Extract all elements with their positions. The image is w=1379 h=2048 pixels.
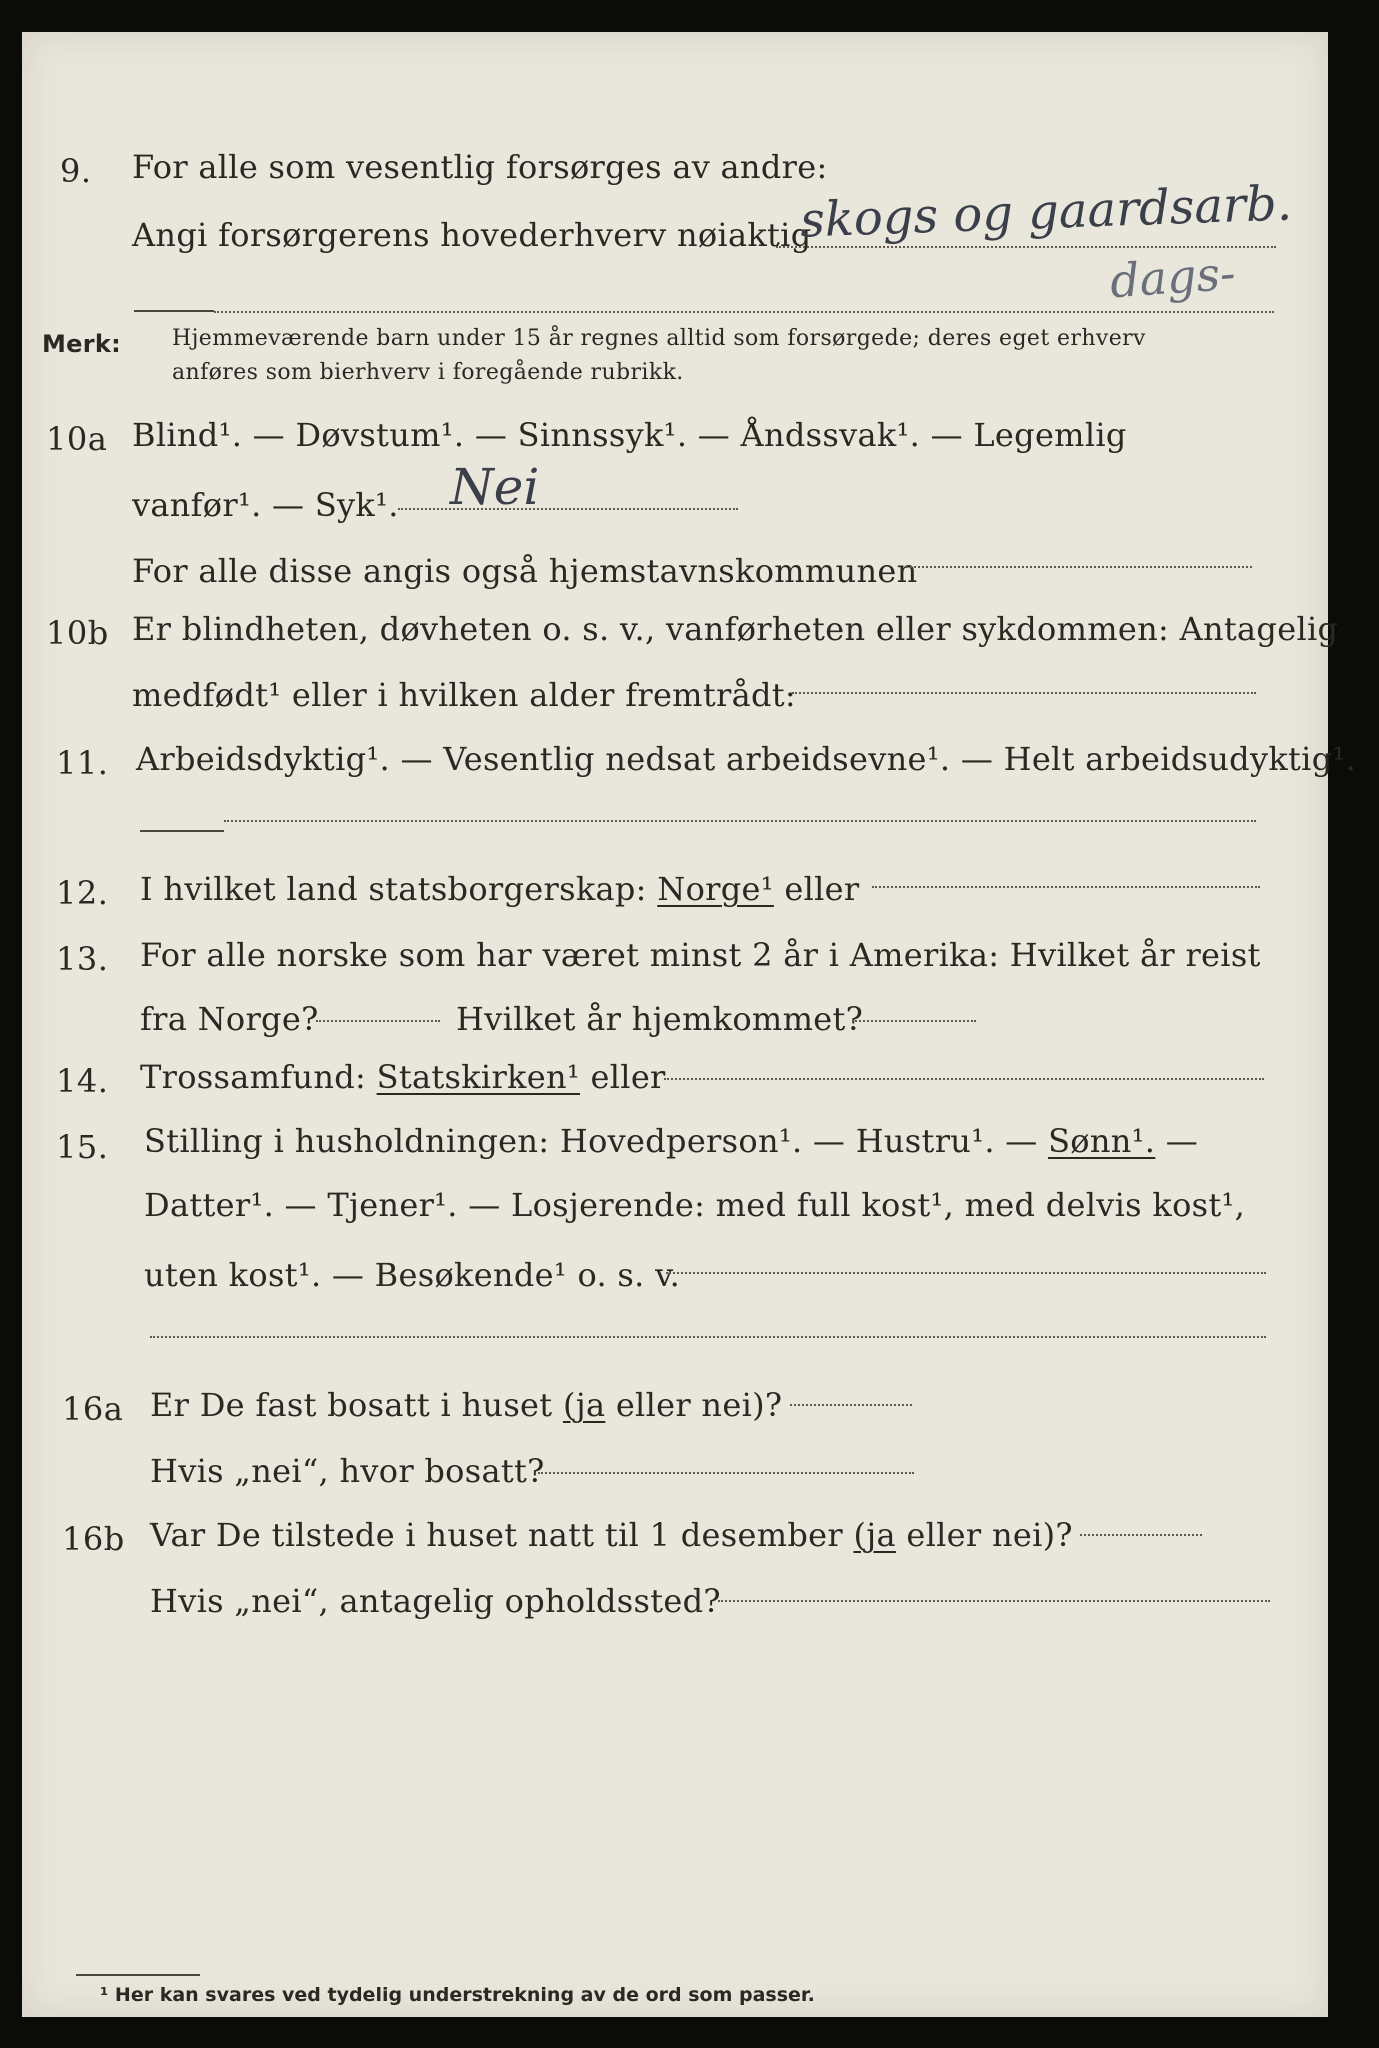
q15-line2: Datter¹. — Tjener¹. — Losjerende: med full kost¹, med delvis kost¹,: [144, 1186, 1246, 1224]
q16a-line1: [150, 1386, 782, 1424]
q9-handwritten-answer: skogs og gaardsarb.: [799, 175, 1293, 249]
q16b-number: 16b: [62, 1520, 125, 1558]
q11-rule-start: [140, 830, 224, 832]
q14-line: [140, 1058, 666, 1096]
q16a-ja-underlined: (ja: [562, 1386, 606, 1424]
q16a-answer-line: [790, 1404, 912, 1406]
q15-number: 15.: [56, 1128, 109, 1166]
q9-handwritten-answer-2: dags-: [1108, 245, 1238, 309]
q16b-answer-line: [1080, 1534, 1202, 1536]
q16b-line1: [150, 1516, 1073, 1554]
q10b-answer-line: [792, 692, 1256, 694]
q13-line1: For alle norske som har været minst 2 år i Amerika: Hvilket år reist: [140, 936, 1261, 974]
q16b-line2: Hvis „nei“, antagelig opholdssted?: [150, 1582, 721, 1620]
q10b-line1: Er blindheten, døvheten o. s. v., vanførheten eller sykdommen: Antagelig: [132, 610, 1339, 648]
q16b-line1-suffix: eller nei)?: [906, 1516, 1073, 1554]
q16a-line1-prefix: Er De fast bosatt i huset: [150, 1386, 553, 1424]
q12-answer-line: [872, 886, 1260, 888]
q15-line3: uten kost¹. — Besøkende¹ o. s. v.: [144, 1256, 681, 1294]
q9-rule-start: [134, 310, 214, 312]
q14-answer-line: [664, 1078, 1264, 1080]
q9-number: 9.: [60, 152, 92, 190]
q11-continuation-line: [224, 820, 1256, 822]
q10a-hjemstavn-line: [906, 566, 1252, 568]
q13-part-a: fra Norge?: [140, 1000, 319, 1038]
q15-answer-line: [666, 1272, 1266, 1274]
q10a-line1: Blind¹. — Døvstum¹. — Sinnssyk¹. — Åndssvak¹. — Legemlig: [132, 416, 1127, 454]
q15-sonn-underlined: Sønn¹.: [1048, 1122, 1156, 1160]
q9-line1: For alle som vesentlig forsørges av andre:: [132, 148, 828, 186]
q10a-line2: vanfør¹. — Syk¹.: [132, 486, 399, 524]
q12-line: [140, 870, 860, 908]
q10b-number: 10b: [46, 614, 109, 652]
footnote: ¹ Her kan svares ved tydelig understrekning av de ord som passer.: [100, 1984, 815, 2006]
q14-prefix: Trossamfund:: [140, 1058, 367, 1096]
merk-line2: anføres som bierhverv i foregående rubrikk.: [172, 360, 684, 385]
q13-hjemkommet-line: [852, 1020, 976, 1022]
q11-line1: Arbeidsdyktig¹. — Vesentlig nedsat arbeidsevne¹. — Helt arbeidsudyktig¹.: [136, 740, 1357, 778]
q12-prefix: I hvilket land statsborgerskap:: [140, 870, 647, 908]
q10a-handwritten-answer: Nei: [450, 458, 540, 516]
footnote-rule: [76, 1974, 200, 1976]
q15-line1-prefix: Stilling i husholdningen: Hovedperson¹. — Hustru¹. —: [144, 1122, 1038, 1160]
q11-number: 11.: [56, 744, 109, 782]
q14-statskirken-underlined: Statskirken¹: [376, 1058, 581, 1096]
q14-suffix: eller: [590, 1058, 666, 1096]
q13-reist-line: [316, 1020, 440, 1022]
q16a-line2: Hvis „nei“, hvor bosatt?: [150, 1452, 545, 1490]
q9-continuation-line: [214, 311, 1274, 313]
q12-number: 12.: [56, 874, 109, 912]
q13-part-b: Hvilket år hjemkommet?: [456, 1000, 864, 1038]
q10a-number: 10a: [46, 420, 108, 458]
q15-continuation-line: [150, 1336, 1266, 1338]
q10a-line3: For alle disse angis også hjemstavnskommunen: [132, 552, 918, 590]
q15-line1-suffix: —: [1165, 1122, 1199, 1160]
q16b-ja-underlined: (ja: [853, 1516, 896, 1554]
q10a-answer-line: [398, 508, 738, 510]
merk-line1: Hjemmeværende barn under 15 år regnes alltid som forsørgede; deres eget erhverv: [172, 326, 1146, 351]
q16a-number: 16a: [62, 1390, 124, 1428]
q14-number: 14.: [56, 1062, 109, 1100]
q16a-line1-suffix: eller nei)?: [615, 1386, 783, 1424]
merk-label: Merk:: [42, 330, 122, 358]
q9-line2: Angi forsørgerens hovederhverv nøiaktig: [132, 216, 812, 254]
q16b-opholdssted-line: [718, 1600, 1270, 1602]
q12-norge-underlined: Norge¹: [657, 870, 774, 908]
q10b-line2: medfødt¹ eller i hvilken alder fremtrådt:: [132, 676, 796, 714]
q15-line1: [144, 1122, 1198, 1160]
q12-suffix: eller: [784, 870, 860, 908]
q16b-line1-prefix: Var De tilstede i huset natt til 1 desember: [150, 1516, 843, 1554]
q13-number: 13.: [56, 940, 109, 978]
q16a-bosatt-line: [538, 1472, 914, 1474]
